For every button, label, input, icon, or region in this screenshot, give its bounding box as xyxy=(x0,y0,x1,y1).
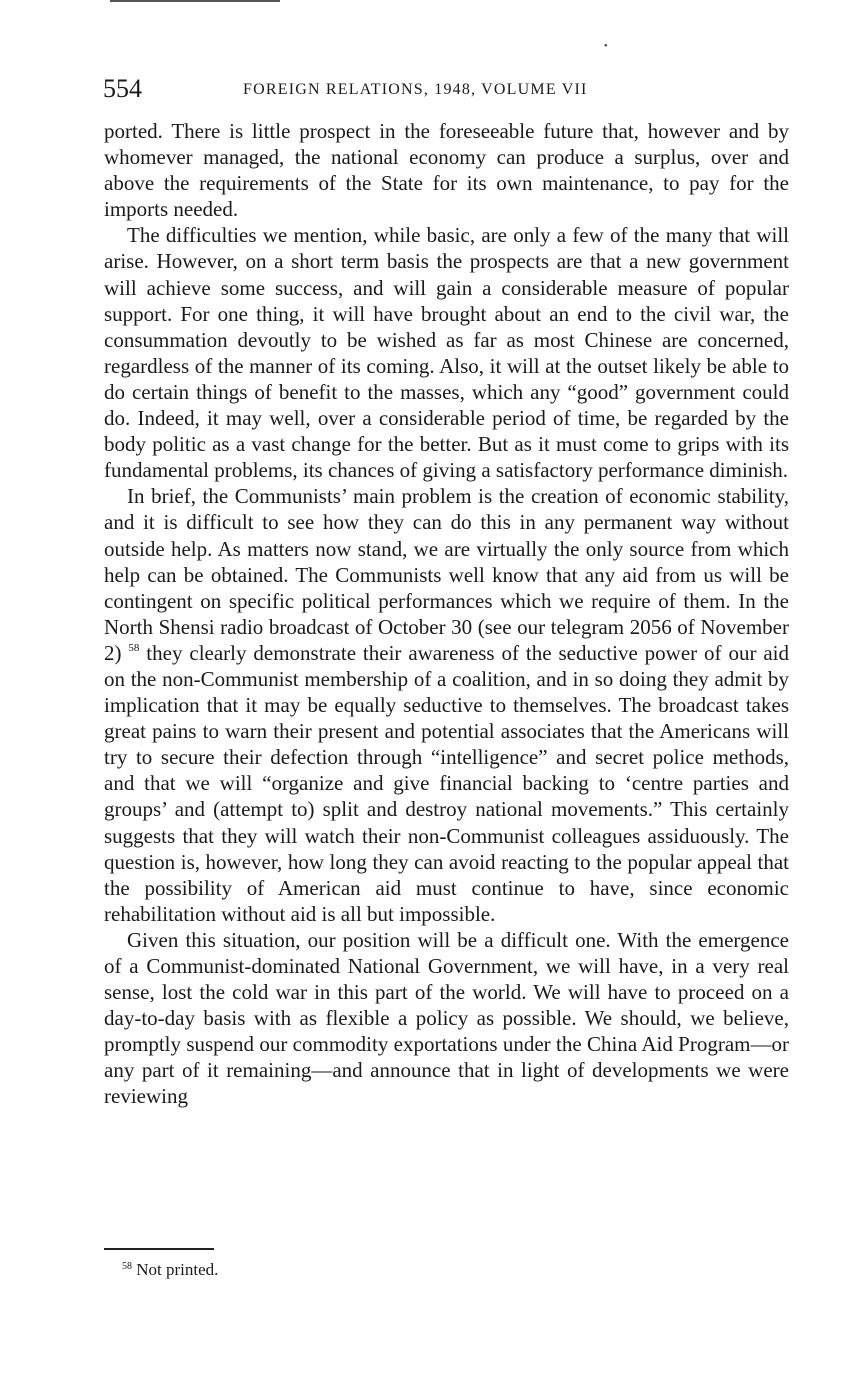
page-header xyxy=(103,74,788,106)
paragraph-3 xyxy=(104,483,789,927)
body-text xyxy=(104,118,789,1110)
paragraph-2: The difficulties we mention, while basic, are only a few of the many that will arise. However, on a short term basis the prospects are that a new government will achieve some success, and will gain a considerable measure of popular support. For one thing, it will have brought about an end to the civil war, the consummation devoutly to be wished as far as most Chinese are concerned, regardless of the manner of its coming. Also, it will at the outset likely be able to do certain things of benefit to the masses, which any “good” government could do. Indeed, it may well, over a considerable period of time, be regarded by the body politic as a vast change for the better. But as it must come to grips with its fundamental problems, its chances of giving a satisfactory performance diminish. xyxy=(104,223,789,483)
running-title: FOREIGN RELATIONS, 1948, VOLUME VII xyxy=(243,81,588,98)
paragraph-3-text-after: they clearly demonstrate their awareness of the seductive power of our aid on the non-Communist membership of a coalition, and in so doing they admit by implication that it may be equally seductive to themselves. The broadcast takes great pains to warn their present and potential associates that the Americans will try to secure their defection through “intelligence” and secret police methods, and that we will “organize and give financial backing to ‘centre parties and groups’ and (attempt to) split and destroy national movements.” This certainly suggests that they will watch their non-Communist colleagues assiduously. The question is, however, how long they can avoid reacting to the popular appeal that the possibility of American aid must continue to have, since economic rehabilitation without aid is all but impossible. xyxy=(104,640,789,926)
paragraph-4: Given this situation, our position will be a difficult one. With the emergence of a Communist-dominated National Government, we will have, in a very real sense, lost the cold war in this part of the world. We will have to proceed on a day-to-day basis with as flexible a policy as possible. We should, we believe, promptly suspend our commodity exportations under the China Aid Program—or any part of it remaining—and announce that in light of developments we were reviewing xyxy=(104,927,789,1109)
footnote xyxy=(122,1259,218,1281)
footnote-mark: 58 xyxy=(122,1261,132,1272)
footnote-text: Not printed. xyxy=(136,1260,219,1279)
stray-mark: • xyxy=(604,41,608,52)
footnote-reference: 58 xyxy=(128,641,140,654)
page-number: 554 xyxy=(103,74,142,103)
top-edge-rule xyxy=(110,0,280,2)
footnote-rule xyxy=(104,1248,214,1250)
paragraph-1: ported. There is little prospect in the foreseeable future that, however and by whomever managed, the national economy can produce a surplus, over and above the requirements of the State for its own maintenance, to pay for the imports needed. xyxy=(104,119,789,222)
paragraph-3-text-before: In brief, the Communists’ main problem is the creation of economic stability, and it is difficult to see how they can do this in any permanent way without outside help. As matters now stand, we are virtually the only source from which help can be obtained. The Communists well know that any aid from us will be contingent on specific political performances which we require of them. In the North Shensi radio broadcast of October 30 (see our telegram 2056 of November 2) xyxy=(104,484,789,665)
